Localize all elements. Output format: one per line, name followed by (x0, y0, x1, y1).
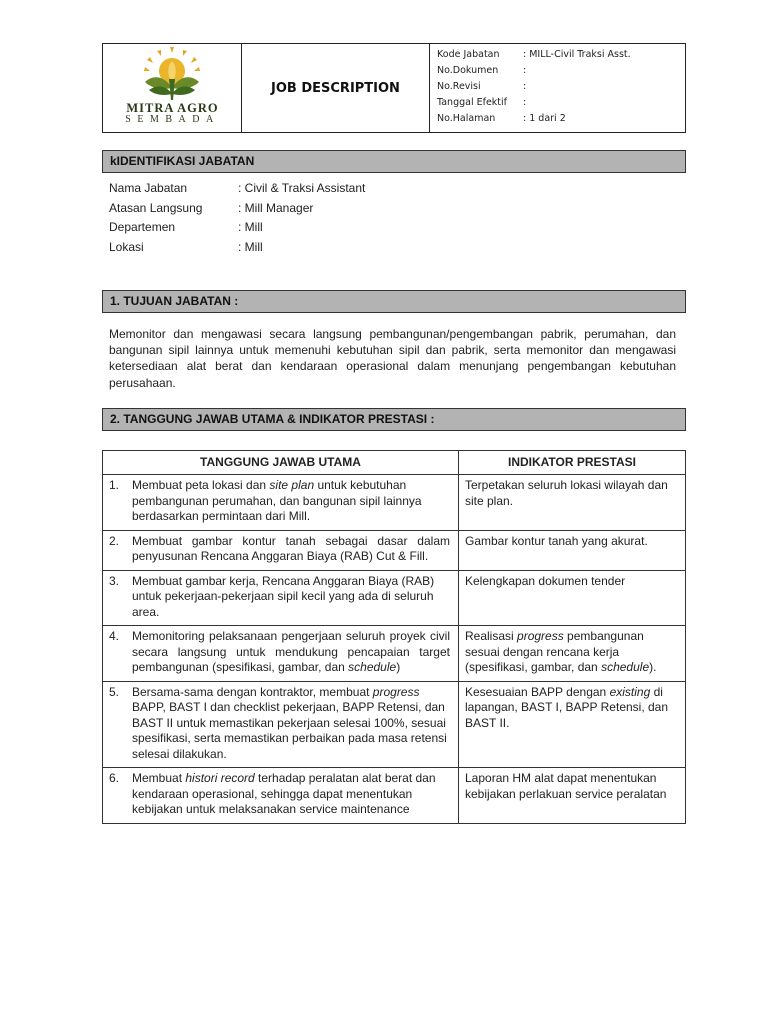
text-run: Laporan HM alat dapat menentukan kebijakan perlakuan service peralatan (465, 771, 667, 801)
meta-row (437, 47, 685, 63)
table-row (103, 681, 686, 768)
text-run: Memonitoring pelaksanaan pengerjaan seluruh proyek civil secara langsung untuk mendukung pencapaian target pembangunan (spesifikasi, gambar, dan (132, 629, 450, 674)
task-cell (103, 768, 459, 824)
task-text (132, 629, 450, 676)
meta-value: : (523, 97, 527, 108)
meta-row (437, 79, 685, 95)
task-text (132, 534, 450, 565)
table-row (103, 530, 686, 570)
emphasis-text: progress (372, 684, 420, 699)
responsibilities-table (102, 450, 686, 824)
table-row (103, 768, 686, 824)
task-text (132, 478, 450, 525)
emphasis-text: progress (517, 629, 564, 643)
meta-value: : (523, 81, 527, 92)
text-run: Membuat gambar kontur tanah sebagai dasar dalam penyusunan Rencana Anggaran Biaya (RAB) Cut & Fill. (132, 533, 450, 563)
info-row (109, 200, 365, 220)
text-run: Realisasi (465, 629, 518, 643)
meta-label: No.Halaman (437, 113, 496, 124)
info-label: Nama Jabatan (109, 181, 188, 195)
table-row (103, 570, 686, 626)
text-run: ) (396, 660, 401, 674)
task-cell (103, 626, 459, 682)
table-body (103, 475, 686, 824)
meta-label: Kode Jabatan (437, 49, 500, 60)
text-run: Gambar kontur tanah yang akurat. (465, 533, 648, 548)
row-number: 6. (109, 771, 120, 785)
info-label: Lokasi (109, 239, 144, 254)
task-text (132, 771, 450, 818)
text-run: BAPP, BAST I dan checklist pekerjaan, BAPP Retensi, dan BAST II untuk memastikan pekerjaan selesai 100%, sesuai spesifikasi, serta memastikan perbaikan pada masa retensi selesai dilakukan. (132, 700, 447, 761)
indicator-text (465, 771, 666, 801)
purpose-text: Memonitor dan mengawasi secara langsung pembangunan/pengembangan pabrik, perumahan, dan bangunan sipil lainnya untuk memenuhi kebutuhan sipil dan pabrik, serta memonitor dan mengawasi ketersediaan alat berat dan kendaraan operasional dalam menunjang pengembangan kebutuhan perusahaan. (109, 327, 676, 390)
company-logo (103, 44, 242, 132)
indicator-cell (459, 681, 686, 768)
table-row (103, 475, 686, 531)
info-value: : Mill (238, 220, 263, 234)
meta-label: Tanggal Efektif (437, 97, 508, 108)
meta-row (437, 95, 685, 111)
logo-text-line1: MITRA AGRO (126, 101, 219, 115)
info-label: Departemen (109, 220, 176, 234)
document-title: JOB DESCRIPTION (271, 80, 400, 96)
task-cell (103, 475, 459, 531)
column-header-indicator: INDIKATOR PRESTASI (459, 451, 686, 475)
section-heading-purpose: 1. TUJUAN JABATAN : (102, 290, 686, 313)
indicator-text (465, 629, 656, 674)
indicator-cell (459, 475, 686, 531)
section-heading-responsibilities: 2. TANGGUNG JAWAB UTAMA & INDIKATOR PRESTASI : (102, 408, 686, 431)
task-text (132, 574, 450, 621)
task-cell (103, 681, 459, 768)
text-run: Terpetakan seluruh lokasi wilayah dan site plan. (465, 478, 668, 508)
logo-text-line2: SEMBADA (125, 114, 220, 125)
table-row (103, 626, 686, 682)
text-run: Membuat peta lokasi dan (132, 478, 270, 492)
text-run: Kesesuaian BAPP dengan (465, 684, 610, 699)
row-number: 5. (109, 684, 120, 699)
emphasis-text: site plan (269, 478, 315, 492)
text-run: untuk kebutuhan pembangunan perumahan, dan bangunan sipil lainnya berdasarkan permintaan dari Mill. (132, 478, 422, 523)
info-label: Atasan Langsung (109, 200, 203, 215)
text-run: Bersama-sama dengan kontraktor, membuat (132, 684, 373, 699)
section-heading-identification: kIDENTIFIKASI JABATAN (102, 150, 686, 173)
sun-leaf-logo-icon (105, 44, 240, 102)
info-value: : Mill Manager (238, 200, 314, 215)
identification-block (109, 180, 365, 258)
indicator-text (465, 574, 625, 588)
indicator-cell (459, 768, 686, 824)
column-header-task: TANGGUNG JAWAB UTAMA (103, 451, 459, 475)
emphasis-text: histori record (185, 771, 255, 785)
task-text (132, 685, 450, 763)
emphasis-text: schedule (348, 660, 397, 674)
info-row (109, 239, 365, 259)
meta-row (437, 111, 685, 127)
row-number: 1. (109, 478, 120, 492)
text-run: Kelengkapan dokumen tender (465, 573, 626, 588)
meta-label: No.Dokumen (437, 65, 499, 76)
text-run: di lapangan, BAST I, BAPP Retensi, dan BAST II. (465, 684, 669, 730)
task-cell (103, 530, 459, 570)
indicator-text (465, 478, 668, 508)
text-run: ). (649, 660, 657, 674)
row-number: 3. (109, 573, 120, 588)
indicator-text (465, 534, 679, 550)
table-header-row (103, 451, 686, 475)
text-run: pembangunan sesuai dengan rencana kerja (spesifikasi, gambar, dan (465, 629, 644, 674)
document-header (102, 43, 686, 133)
info-value: : Civil & Traksi Assistant (238, 181, 366, 195)
text-run: Membuat gambar kerja, Rencana Anggaran Biaya (RAB) untuk pekerjaan-pekerjaan sipil kecil yang ada di seluruh area. (132, 573, 435, 619)
row-number: 4. (109, 629, 120, 643)
meta-row (437, 63, 685, 79)
info-row (109, 219, 365, 239)
task-cell (103, 570, 459, 626)
emphasis-text: schedule (601, 660, 650, 674)
meta-value: : MILL-Civil Traksi Asst. (523, 49, 631, 60)
indicator-cell (459, 530, 686, 570)
text-run: Membuat (132, 771, 186, 785)
emphasis-text: existing (609, 684, 651, 699)
meta-label: No.Revisi (437, 81, 481, 92)
row-number: 2. (109, 533, 120, 548)
document-meta (430, 44, 685, 132)
meta-value: : (523, 65, 527, 76)
indicator-cell (459, 570, 686, 626)
meta-value: : 1 dari 2 (523, 113, 566, 124)
indicator-text (465, 685, 668, 730)
info-row (109, 180, 365, 200)
info-value: : Mill (238, 239, 263, 254)
indicator-cell (459, 626, 686, 682)
text-run: terhadap peralatan alat berat dan kendaraan operasional, sehingga dapat menentukan kebijakan untuk melaksanakan service maintenance (132, 771, 436, 816)
title-cell (242, 44, 430, 132)
